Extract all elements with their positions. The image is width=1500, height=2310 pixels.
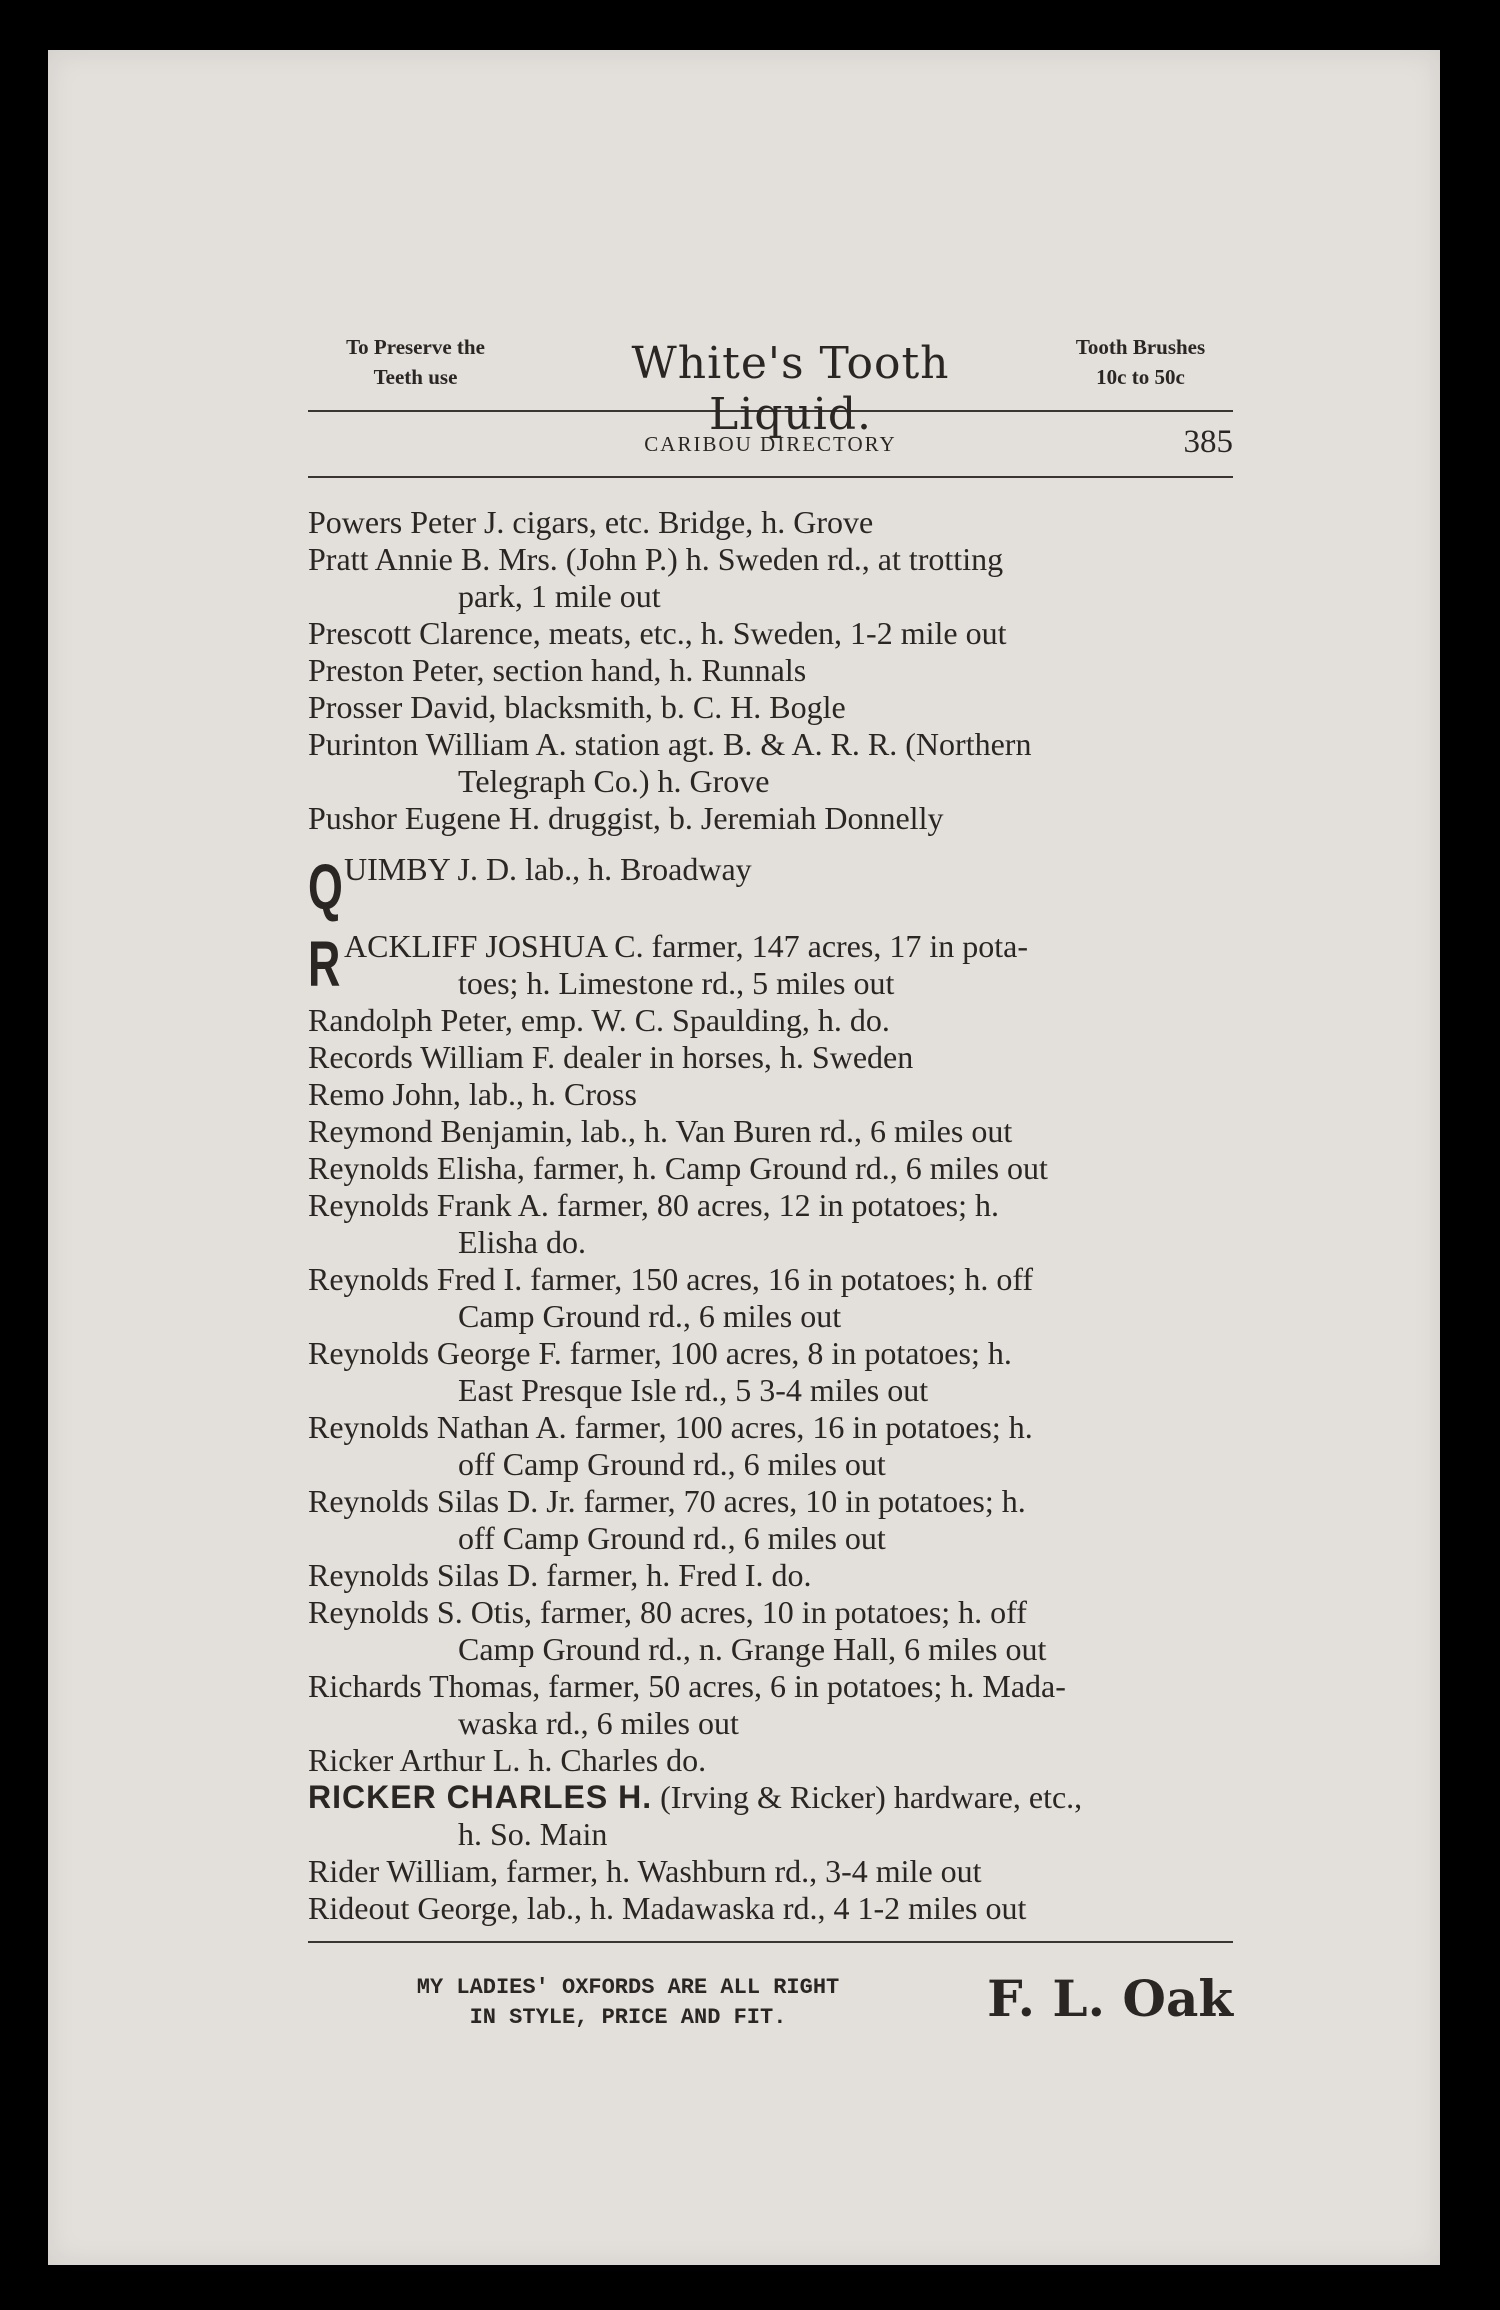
- directory-title: CARIBOU DIRECTORY: [644, 432, 897, 456]
- directory-entry: Preston Peter, section hand, h. Runnals: [308, 652, 807, 688]
- directory-entry: ACKLIFF JOSHUA C. farmer, 147 acres, 17 in pota-: [344, 928, 1028, 964]
- entries-final: [308, 1853, 1233, 1927]
- entry-continuation: off Camp Ground rd., 6 miles out: [458, 1446, 886, 1482]
- entry-continuation: Camp Ground rd., n. Grange Hall, 6 miles out: [458, 1631, 1047, 1667]
- directory-entry: Randolph Peter, emp. W. C. Spaulding, h. do.: [308, 1002, 890, 1038]
- directory-entry: Reynolds George F. farmer, 100 acres, 8 in potatoes; h. East Presque Isle rd., 5 3-4 miles out: [308, 1335, 1012, 1408]
- directory-entry: Reynolds Silas D. farmer, h. Fred I. do.: [308, 1557, 812, 1593]
- section-q: [308, 851, 1233, 923]
- drop-letter-r: R: [308, 928, 341, 1000]
- directory-entries: [308, 504, 1233, 1927]
- page-number: 385: [1183, 424, 1233, 460]
- ad-brand-name: F. L. Oak: [987, 1969, 1233, 2028]
- directory-entry: Reynolds S. Otis, farmer, 80 acres, 10 in potatoes; h. off Camp Ground rd., n. Grange Hall, 6 miles out: [308, 1594, 1047, 1667]
- top-advertisement: [308, 320, 1233, 440]
- bottom-advertisement: [308, 1957, 1233, 2047]
- directory-entry: Prosser David, blacksmith, b. C. H. Bogle: [308, 689, 846, 725]
- entry-continuation: off Camp Ground rd., 6 miles out: [458, 1520, 886, 1556]
- directory-entry: Rider William, farmer, h. Washburn rd., 3-4 mile out: [308, 1853, 982, 1889]
- directory-entry: UIMBY J. D. lab., h. Broadway: [344, 851, 752, 887]
- directory-entry: Reynolds Elisha, farmer, h. Camp Ground rd., 6 miles out: [308, 1150, 1048, 1186]
- directory-entry: Purinton William A. station agt. B. & A. R. R. (Northern Telegraph Co.) h. Grove: [308, 726, 1032, 799]
- directory-entry: Reynolds Frank A. farmer, 80 acres, 12 in potatoes; h. Elisha do.: [308, 1187, 1000, 1260]
- entry-continuation: park, 1 mile out: [458, 578, 661, 614]
- entry-continuation: East Presque Isle rd., 5 3-4 miles out: [458, 1372, 929, 1408]
- directory-entry-featured: RICKER CHARLES H. (Irving & Ricker) hardware, etc., h. So. Main: [308, 1779, 1083, 1852]
- entry-continuation: Elisha do.: [458, 1224, 586, 1260]
- directory-page: [48, 50, 1440, 2265]
- ad-left-text: To Preserve the Teeth use: [346, 335, 485, 389]
- directory-entry: Powers Peter J. cigars, etc. Bridge, h. Grove: [308, 504, 874, 540]
- section-r: [308, 928, 1233, 1002]
- entry-continuation: Telegraph Co.) h. Grove: [458, 763, 770, 799]
- page-content: [308, 320, 1233, 2047]
- ad-right-text: Tooth Brushes 10c to 50c: [1075, 335, 1206, 389]
- directory-entry: Pushor Eugene H. druggist, b. Jeremiah Donnelly: [308, 800, 944, 836]
- running-head: [308, 412, 1233, 476]
- directory-entry: Reynolds Silas D. Jr. farmer, 70 acres, 10 in potatoes; h. off Camp Ground rd., 6 miles out: [308, 1483, 1026, 1556]
- directory-entry: Reynolds Fred I. farmer, 150 acres, 16 in potatoes; h. off Camp Ground rd., 6 miles out: [308, 1261, 1034, 1334]
- directory-entry: Rideout George, lab., h. Madawaska rd., 4 1-2 miles out: [308, 1890, 1027, 1926]
- directory-entry: Richards Thomas, farmer, 50 acres, 6 in potatoes; h. Mada- waska rd., 6 miles out: [308, 1668, 1066, 1741]
- directory-entry: Records William F. dealer in horses, h. Sweden: [308, 1039, 914, 1075]
- entry-continuation: toes; h. Limestone rd., 5 miles out: [458, 965, 895, 1001]
- entries-p-section: [308, 504, 1233, 837]
- divider-header: [308, 476, 1233, 478]
- directory-entry: Reynolds Nathan A. farmer, 100 acres, 16 in potatoes; h. off Camp Ground rd., 6 miles out: [308, 1409, 1033, 1482]
- entry-continuation: h. So. Main: [458, 1816, 608, 1852]
- entries-r-section: [308, 1002, 1233, 1779]
- directory-entry: Ricker Arthur L. h. Charles do.: [308, 1742, 707, 1778]
- directory-entry: Remo John, lab., h. Cross: [308, 1076, 637, 1112]
- entry-continuation: waska rd., 6 miles out: [458, 1705, 739, 1741]
- entry-continuation: Camp Ground rd., 6 miles out: [458, 1298, 842, 1334]
- drop-letter-q: Q: [308, 851, 343, 923]
- ad-slogan: MY LADIES' OXFORDS ARE ALL RIGHT IN STYLE, PRICE AND FIT.: [416, 1975, 840, 2030]
- ad-product-name: White's Tooth Liquid.: [631, 338, 950, 440]
- featured-name: RICKER CHARLES H.: [308, 1779, 653, 1815]
- directory-entry: Pratt Annie B. Mrs. (John P.) h. Sweden rd., at trotting park, 1 mile out: [308, 541, 1004, 614]
- divider-bottom: [308, 1941, 1233, 1943]
- directory-entry: Reymond Benjamin, lab., h. Van Buren rd., 6 miles out: [308, 1113, 1013, 1149]
- directory-entry: Prescott Clarence, meats, etc., h. Sweden, 1-2 mile out: [308, 615, 1007, 651]
